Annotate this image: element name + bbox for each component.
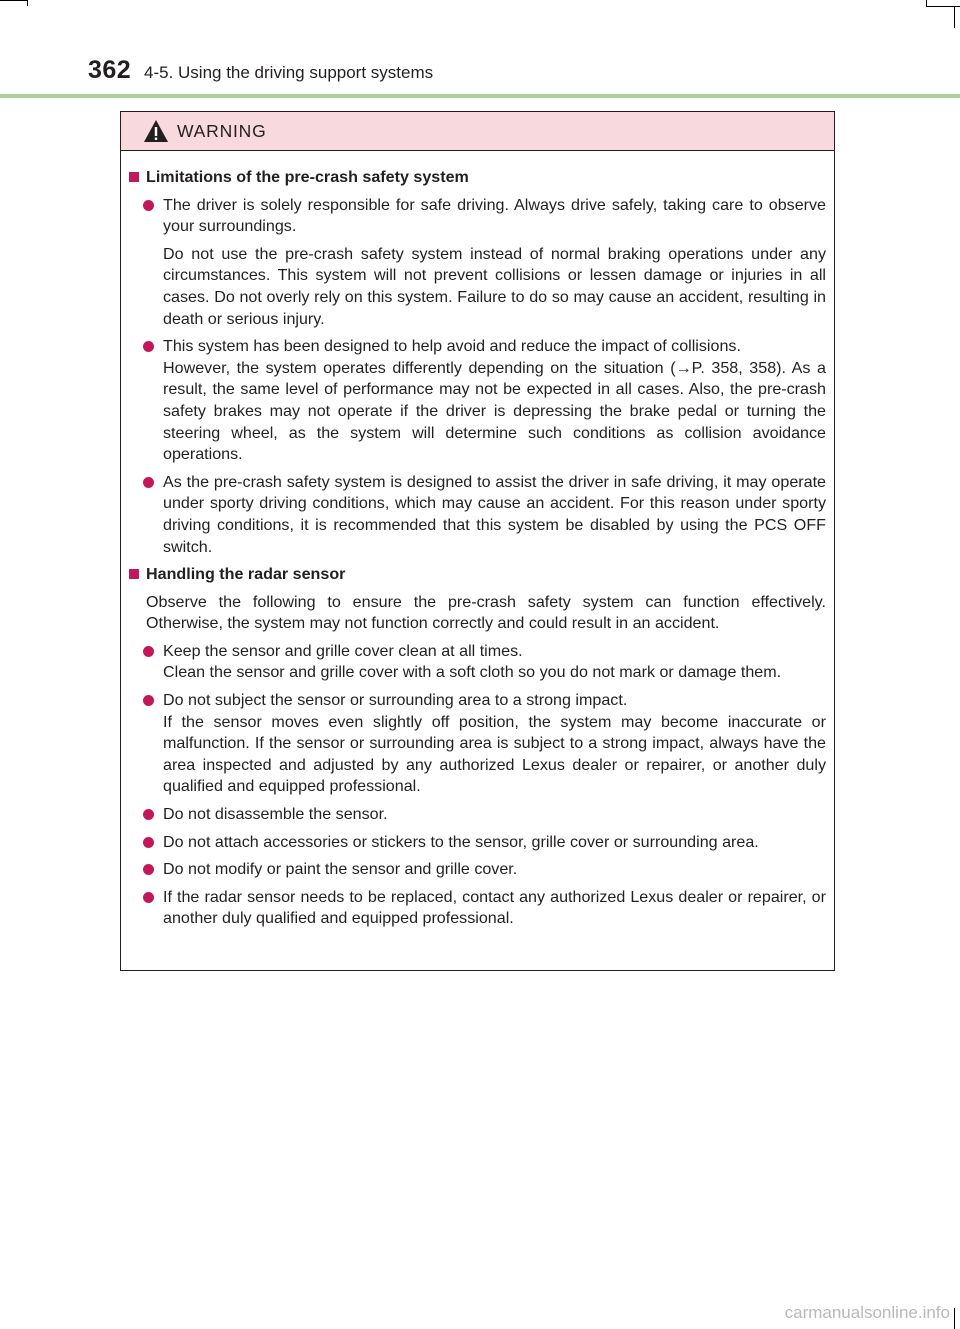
paragraph: Clean the sensor and grille cover with a soft cloth so you do not mark or damage them. bbox=[163, 663, 782, 682]
list-item bbox=[129, 472, 826, 558]
paragraph: Do not disassemble the sensor. bbox=[163, 805, 388, 824]
bullet-dot-icon bbox=[143, 892, 154, 903]
paragraph: This system has been designed to help avoid and reduce the impact of collisions. bbox=[163, 337, 741, 356]
paragraph: The driver is solely responsible for safe driving. Always drive safely, taking care to observe your surroundings. bbox=[163, 195, 826, 236]
paragraph: Do not use the pre-crash safety system instead of normal braking operations under any circumstances. This system will not prevent collisions or lessen damage or injuries in all cases. Do not overly rely on this system. Failure to do so may cause an accident, resulting in death or serious injury. bbox=[163, 244, 826, 328]
paragraph: As the pre-crash safety system is designed to assist the driver in safe driving, it may operate under sporty driving conditions, which may cause an accident. For this reason under sporty driving conditions, it is recommended that this system be disabled by using the PCS OFF switch. bbox=[163, 472, 826, 556]
section-title: 4-5. Using the driving support systems bbox=[144, 63, 434, 82]
header-rule bbox=[0, 94, 960, 98]
bullet-dot-icon bbox=[143, 341, 154, 352]
paragraph: Keep the sensor and grille cover clean at all times. bbox=[163, 641, 523, 660]
bullet-dot-icon bbox=[143, 477, 154, 488]
warning-box bbox=[120, 111, 835, 971]
crop-mark bbox=[954, 6, 955, 28]
bullet-dot-icon bbox=[143, 695, 154, 706]
list-item bbox=[129, 804, 826, 826]
list-item bbox=[129, 832, 826, 854]
crop-mark bbox=[954, 1308, 955, 1329]
bullet-dot-icon bbox=[143, 837, 154, 848]
paragraph: If the sensor moves even slightly off position, the system may become inaccurate or malfunction. If the sensor or surrounding area is subject to a strong impact, always have the area inspected and adjusted by any authorized Lexus dealer or repairer, or another duly qualified and equipped professional. bbox=[163, 712, 826, 796]
crop-mark bbox=[0, 0, 28, 1]
section-intro: Observe the following to ensure the pre-crash safety system can function effectively. Otherwise, the system may not function correctly and could result in an accident. bbox=[146, 592, 826, 633]
watermark: carmanualsonline.info bbox=[784, 1303, 950, 1322]
page-number: 362 bbox=[88, 56, 132, 84]
warning-body bbox=[121, 151, 834, 930]
warning-header bbox=[121, 112, 834, 151]
list-item bbox=[129, 195, 826, 331]
paragraph: However, the system operates differently depending on the situation (→P. 358, 358). As a result, the same level of performance may not be expected in all cases. Also, the pre-crash safety brakes may not operate if the driver is depressing the brake pedal or turning the steering wheel, as the system will determine such conditions as collision avoidance operations. bbox=[163, 358, 826, 464]
warning-label: WARNING bbox=[177, 121, 267, 141]
paragraph: Do not attach accessories or stickers to the sensor, grille cover or surrounding area. bbox=[163, 832, 759, 851]
list-item bbox=[129, 859, 826, 881]
paragraph: If the radar sensor needs to be replaced, contact any authorized Lexus dealer or repairer, or another duly qualified and equipped professional. bbox=[163, 887, 826, 928]
section-heading: Limitations of the pre-crash safety system bbox=[129, 167, 826, 189]
crop-mark bbox=[27, 0, 28, 6]
bullet-dot-icon bbox=[143, 646, 154, 657]
page-header bbox=[0, 54, 960, 94]
bullet-dot-icon bbox=[143, 864, 154, 875]
square-bullet-icon bbox=[129, 569, 139, 579]
paragraph: Do not subject the sensor or surrounding area to a strong impact. bbox=[163, 691, 628, 710]
list-item bbox=[129, 336, 826, 466]
warning-triangle-icon bbox=[143, 119, 169, 143]
bullet-dot-icon bbox=[143, 809, 154, 820]
square-bullet-icon bbox=[129, 172, 139, 182]
paragraph: Do not modify or paint the sensor and grille cover. bbox=[163, 860, 518, 879]
list-item bbox=[129, 887, 826, 930]
section-heading: Handling the radar sensor bbox=[129, 564, 826, 586]
list-item bbox=[129, 641, 826, 684]
list-item bbox=[129, 690, 826, 798]
bullet-dot-icon bbox=[143, 200, 154, 211]
